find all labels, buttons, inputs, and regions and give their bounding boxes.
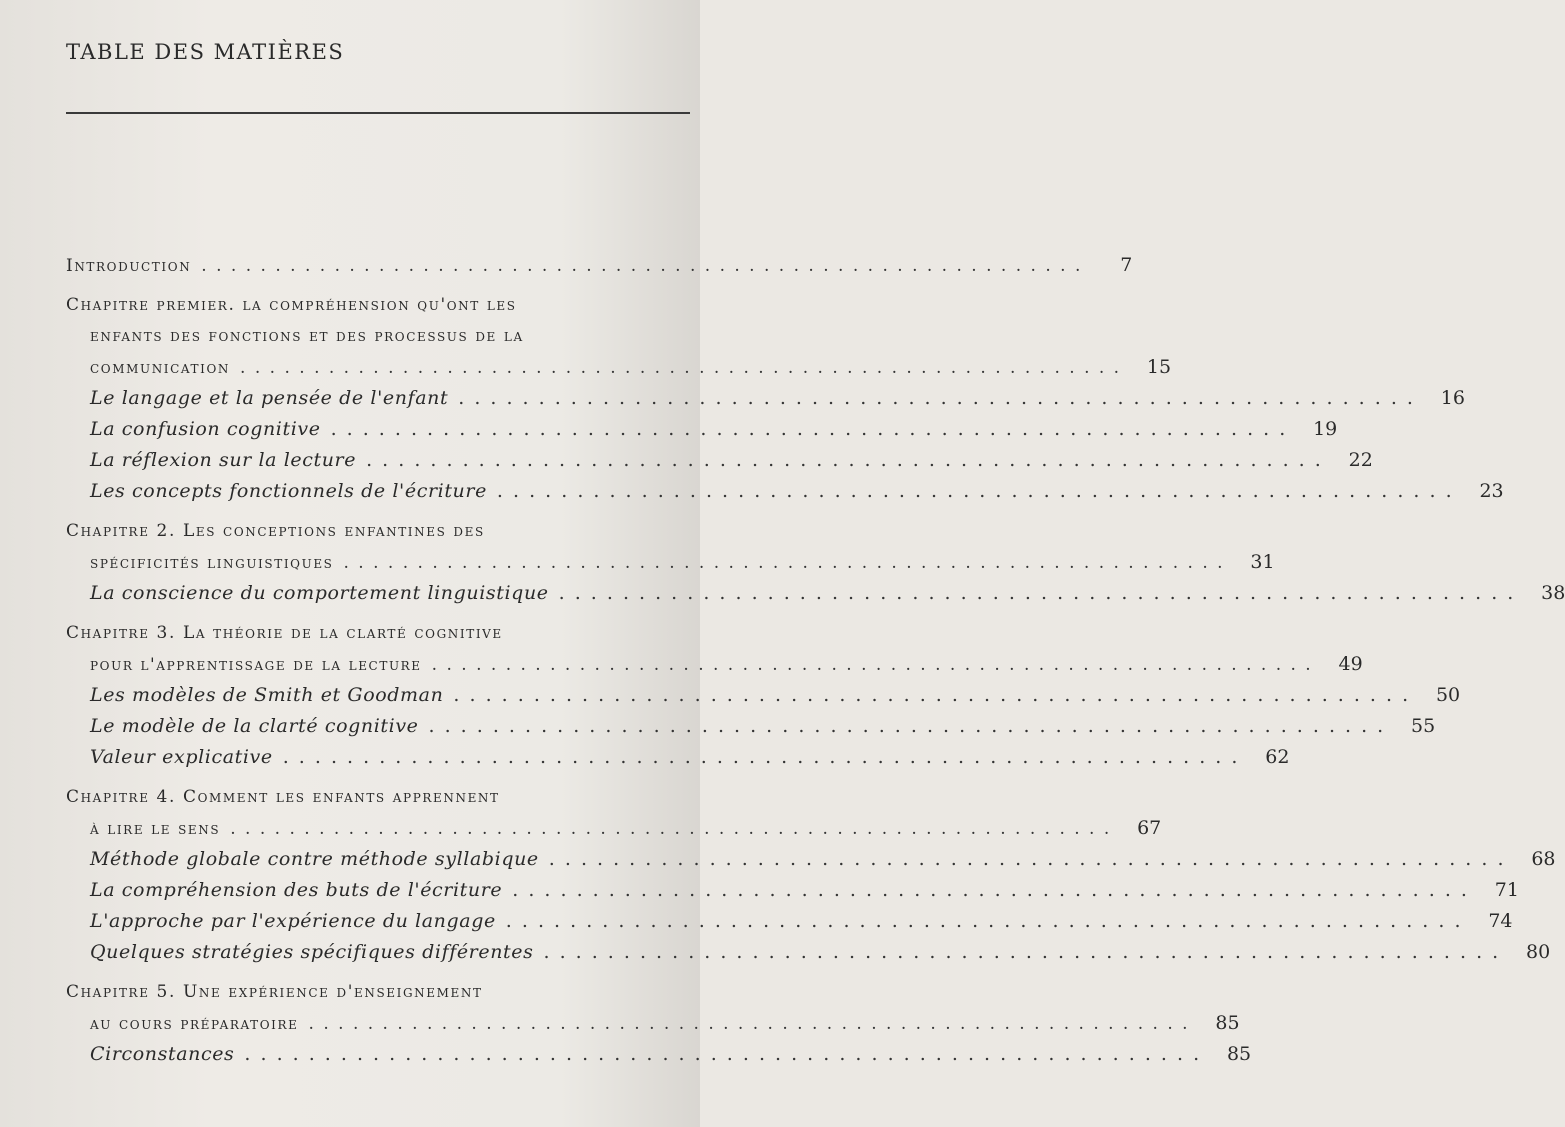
chapter-gap xyxy=(66,968,696,977)
toc-section-entry[interactable] xyxy=(66,711,1436,742)
chapter-title-text: Chapitre 4. Comment les enfants apprennent xyxy=(66,787,500,807)
dot-leader xyxy=(512,875,1469,906)
toc-section-entry[interactable] xyxy=(66,742,1290,773)
toc-line xyxy=(66,711,1436,742)
page-number: 16 xyxy=(1440,387,1465,409)
section-title-text: Circonstances xyxy=(90,1043,235,1065)
page-number: 7 xyxy=(1120,254,1133,276)
dot-leader xyxy=(543,937,1500,968)
toc-line xyxy=(66,414,1338,445)
dot-leader xyxy=(432,650,1313,681)
toc-line xyxy=(66,813,1162,844)
toc-section-entry[interactable] xyxy=(66,937,1551,968)
toc-chapter-entry[interactable] xyxy=(66,516,1275,578)
chapter-title-text: Chapitre premier. la compréhension qu'ont les xyxy=(66,295,517,315)
page-number: 85 xyxy=(1226,1043,1252,1065)
dot-leader xyxy=(559,578,1516,609)
toc-line xyxy=(66,578,1565,609)
title-rule xyxy=(66,112,690,114)
section-title-text: Le langage et la pensée de l'enfant xyxy=(90,387,449,409)
toc-line xyxy=(66,476,1504,507)
chapter-title-text: Chapitre 3. La théorie de la clarté cognitive xyxy=(66,623,503,643)
toc-chapter-entry[interactable] xyxy=(66,250,1133,281)
toc-section-entry[interactable] xyxy=(66,383,1465,414)
toc-section-entry[interactable] xyxy=(66,680,1461,711)
toc-line xyxy=(66,649,1363,680)
toc-chapter-entry[interactable] xyxy=(66,618,1363,680)
toc-chapter-entry[interactable] xyxy=(66,782,1162,844)
dot-leader xyxy=(240,353,1121,384)
chapter-title-text: au cours préparatoire xyxy=(90,1014,299,1034)
page-number: 67 xyxy=(1137,817,1162,839)
dot-leader xyxy=(458,383,1415,414)
chapter-title-text: Introduction xyxy=(66,256,192,276)
section-title-text: Les concepts fonctionnels de l'écriture xyxy=(90,480,487,502)
toc-section-entry[interactable] xyxy=(66,578,1565,609)
toc-line xyxy=(66,1039,1252,1070)
toc-line xyxy=(66,516,696,547)
section-title-text: La confusion cognitive xyxy=(90,418,321,440)
chapter-title-text: Chapitre 5. Une expérience d'enseignement xyxy=(66,982,483,1002)
page-number: 71 xyxy=(1494,879,1519,901)
toc-section-entry[interactable] xyxy=(66,844,1556,875)
chapter-title-text: enfants des fonctions et des processus de la xyxy=(90,326,524,346)
toc-line xyxy=(66,977,696,1008)
toc-line xyxy=(66,250,1133,281)
toc-line xyxy=(66,844,1556,875)
page-number: 74 xyxy=(1488,910,1513,932)
toc-line xyxy=(66,445,1373,476)
chapter-title-text: pour l'apprentissage de la lecture xyxy=(90,655,422,675)
table-of-contents xyxy=(66,250,1565,1070)
page-number: 68 xyxy=(1531,848,1556,870)
toc-chapter-entry[interactable] xyxy=(66,290,1172,383)
chapter-gap xyxy=(66,773,696,782)
page-number: 62 xyxy=(1265,746,1290,768)
chapter-title-text: Chapitre 2. Les conceptions enfantines des xyxy=(66,521,485,541)
toc-line xyxy=(66,875,1519,906)
toc-line xyxy=(66,937,1551,968)
toc-line xyxy=(66,782,696,813)
section-title-text: Valeur explicative xyxy=(90,746,273,768)
section-title-text: La compréhension des buts de l'écriture xyxy=(90,879,503,901)
page-number: 55 xyxy=(1411,715,1436,737)
toc-section-entry[interactable] xyxy=(66,414,1338,445)
section-title-text: L'approche par l'expérience du langage xyxy=(90,910,496,932)
chapter-gap xyxy=(66,281,696,290)
page-number: 80 xyxy=(1526,941,1551,963)
toc-line xyxy=(66,1008,1240,1039)
dot-leader xyxy=(244,1039,1201,1070)
toc-line xyxy=(66,321,720,352)
dot-leader xyxy=(201,251,1082,282)
section-title-text: Le modèle de la clarté cognitive xyxy=(90,715,419,737)
toc-line xyxy=(66,383,1465,414)
toc-section-entry[interactable] xyxy=(66,445,1373,476)
toc-line xyxy=(66,906,1513,937)
section-title-text: La réflexion sur la lecture xyxy=(90,449,357,471)
dot-leader xyxy=(506,906,1463,937)
toc-section-entry[interactable] xyxy=(66,1039,1252,1070)
toc-line xyxy=(66,742,1290,773)
dot-leader xyxy=(344,548,1225,579)
chapter-title-text: spécificités linguistiques xyxy=(90,553,334,573)
toc-chapter-entry[interactable] xyxy=(66,977,1240,1039)
toc-section-entry[interactable] xyxy=(66,875,1519,906)
dot-leader xyxy=(497,476,1454,507)
page-number: 15 xyxy=(1146,356,1172,378)
toc-section-entry[interactable] xyxy=(66,476,1504,507)
toc-line xyxy=(66,352,1172,383)
page-number: 85 xyxy=(1215,1012,1240,1034)
page-number: 31 xyxy=(1250,551,1275,573)
dot-leader xyxy=(549,844,1506,875)
chapter-title-text: à lire le sens xyxy=(90,819,221,839)
page-number: 23 xyxy=(1479,480,1504,502)
toc-line xyxy=(66,547,1275,578)
page-number: 50 xyxy=(1435,684,1461,706)
chapter-gap xyxy=(66,507,696,516)
toc-line xyxy=(66,290,696,321)
dot-leader xyxy=(230,814,1111,845)
section-title-text: La conscience du comportement linguistique xyxy=(90,582,549,604)
page-number: 22 xyxy=(1348,449,1373,471)
chapter-gap xyxy=(66,609,696,618)
page-title: TABLE DES MATIÈRES xyxy=(66,40,345,64)
toc-line xyxy=(66,618,696,649)
section-title-text: Les modèles de Smith et Goodman xyxy=(90,684,444,706)
toc-section-entry[interactable] xyxy=(66,906,1513,937)
page-number: 38 xyxy=(1541,582,1565,604)
dot-leader xyxy=(453,680,1410,711)
dot-leader xyxy=(331,414,1288,445)
section-title-text: Quelques stratégies spécifiques différentes xyxy=(90,941,534,963)
chapter-title-text: communication xyxy=(90,358,231,378)
dot-leader xyxy=(309,1009,1190,1040)
dot-leader xyxy=(366,445,1323,476)
dot-leader xyxy=(429,711,1386,742)
section-title-text: Méthode globale contre méthode syllabique xyxy=(90,848,539,870)
page-number: 19 xyxy=(1313,418,1338,440)
toc-line xyxy=(66,680,1461,711)
dot-leader xyxy=(283,742,1240,773)
page-number: 49 xyxy=(1338,653,1363,675)
